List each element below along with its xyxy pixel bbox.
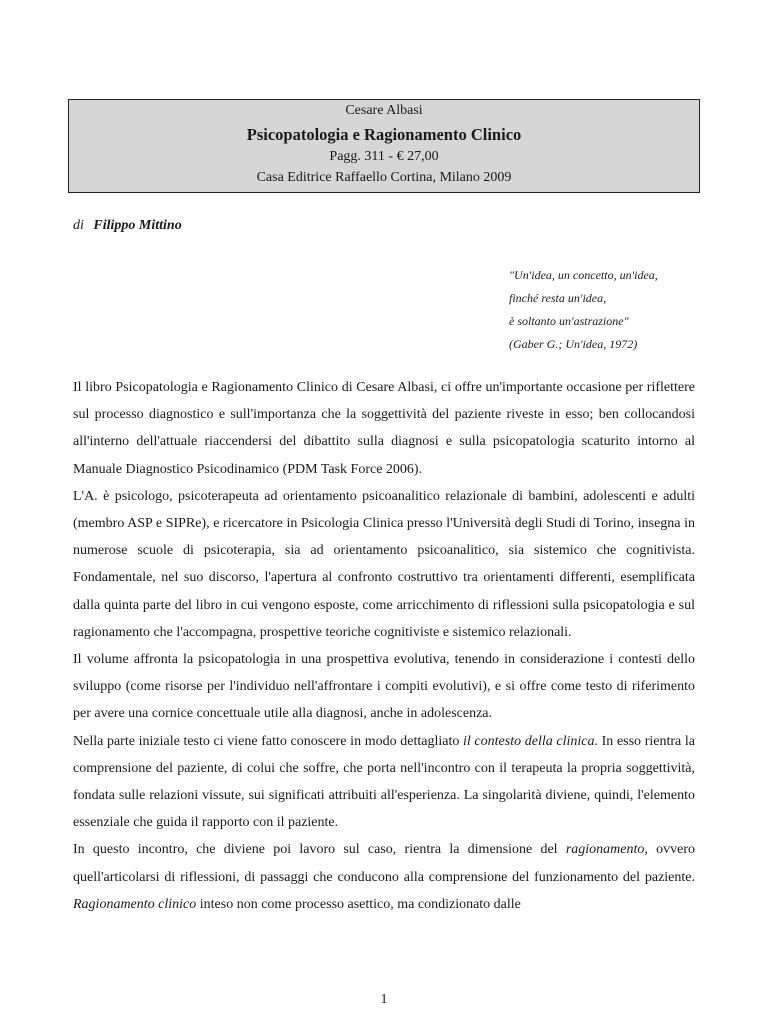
page-number: 1 [380,992,388,1007]
emphasis-text: ragionamento, [565,842,648,858]
text-run: In questo incontro, che diviene poi lavoro sul caso, rientra la dimensione del [73,842,566,858]
paragraph: Il volume affronta la psicopatologia in una prospettiva evolutiva, tenendo in considerazione i contesti dello sviluppo (come risorse per l'individuo nell'affrontare i compiti evolutivi), e si offre come testo di riferimento per avere una cornice concettuale utile alla diagnosi, anche in adolescenza. [73,652,695,722]
paragraph: Il libro Psicopatologia e Ragionamento Clinico di Cesare Albasi, ci offre un'importante occasione per riflettere sul processo diagnostico e sull'importanza che la soggettività del paziente riveste in esso; ben collocandosi all'interno dell'attuale riaccendersi del dibattito sulla diagnosi e sulla psicopatologia scaturito intorno al Manuale Diagnostico Psicodinamico (PDM Task Force 2006). [73,380,695,477]
book-publisher: Casa Editrice Raffaello Cortina, Milano 2009 [256,170,512,185]
paragraph [73,728,695,837]
review-byline [73,218,182,234]
paragraph [73,836,695,918]
book-title: Psicopatologia e Ragionamento Clinico [246,125,522,144]
epigraph-line: è soltanto un'astrazione" [509,314,629,328]
emphasis-text: Ragionamento clinico [73,896,197,912]
paragraph: L'A. è psicologo, psicoterapeuta ad orientamento psicoanalitico relazionale di bambini, adolescenti e adulti (membro ASP e SIPRe), e ricercatore in Psicologia Clinica presso l'Università degli Studi di Torino, insegna in numerose scuole di psicoterapia, sia ad orientamento psicoanalitico, sia sistemico che cognitivista. Fondamentale, nel suo discorso, l'apertura al confronto costruttivo tra orientamenti differenti, esemplificata dalla quinta parte del libro in cui vengono esposte, come arricchimento di riflessioni sulla psicopatologia e sul ragionamento che l'accompagna, prospettive teoriche cognitiviste e sistemico relazionali. [73,488,695,640]
byline-prefix: di [73,218,84,233]
text-run: In esso rientra la comprensione del paziente, di colui che soffre, che porta nell'incontro con il terapeuta la propria soggettività, fondata sulle relazioni vissute, sui significati attribuiti all'esperienza. La singolarità diviene, quindi, l'elemento essenziale che guida il rapporto con il paziente. [73,733,695,831]
epigraph-line: finché resta un'idea, [509,291,607,305]
book-author: Cesare Albasi [345,103,423,118]
epigraph-line: "Un'idea, un concetto, un'idea, [509,268,658,282]
epigraph-citation: (Gaber G.; Un'idea, 1972) [509,337,638,351]
text-run: ovvero quell'articolarsi di riflessioni, di passaggi che conducono alla comprensione del funzionamento del paziente. [73,842,695,885]
book-pages-price: Pagg. 311 - € 27,00 [329,149,439,164]
epigraph-quote [509,264,658,356]
text-run: Nella parte iniziale testo ci viene fatto conoscere in modo dettagliato [73,733,463,749]
text-run: inteso non come processo asettico, ma condizionato dalle [196,896,521,912]
reviewer-name: Filippo Mittino [93,218,182,233]
emphasis-text: il contesto della clinica. [463,733,598,749]
review-body [73,374,695,918]
book-info-box [68,99,700,193]
